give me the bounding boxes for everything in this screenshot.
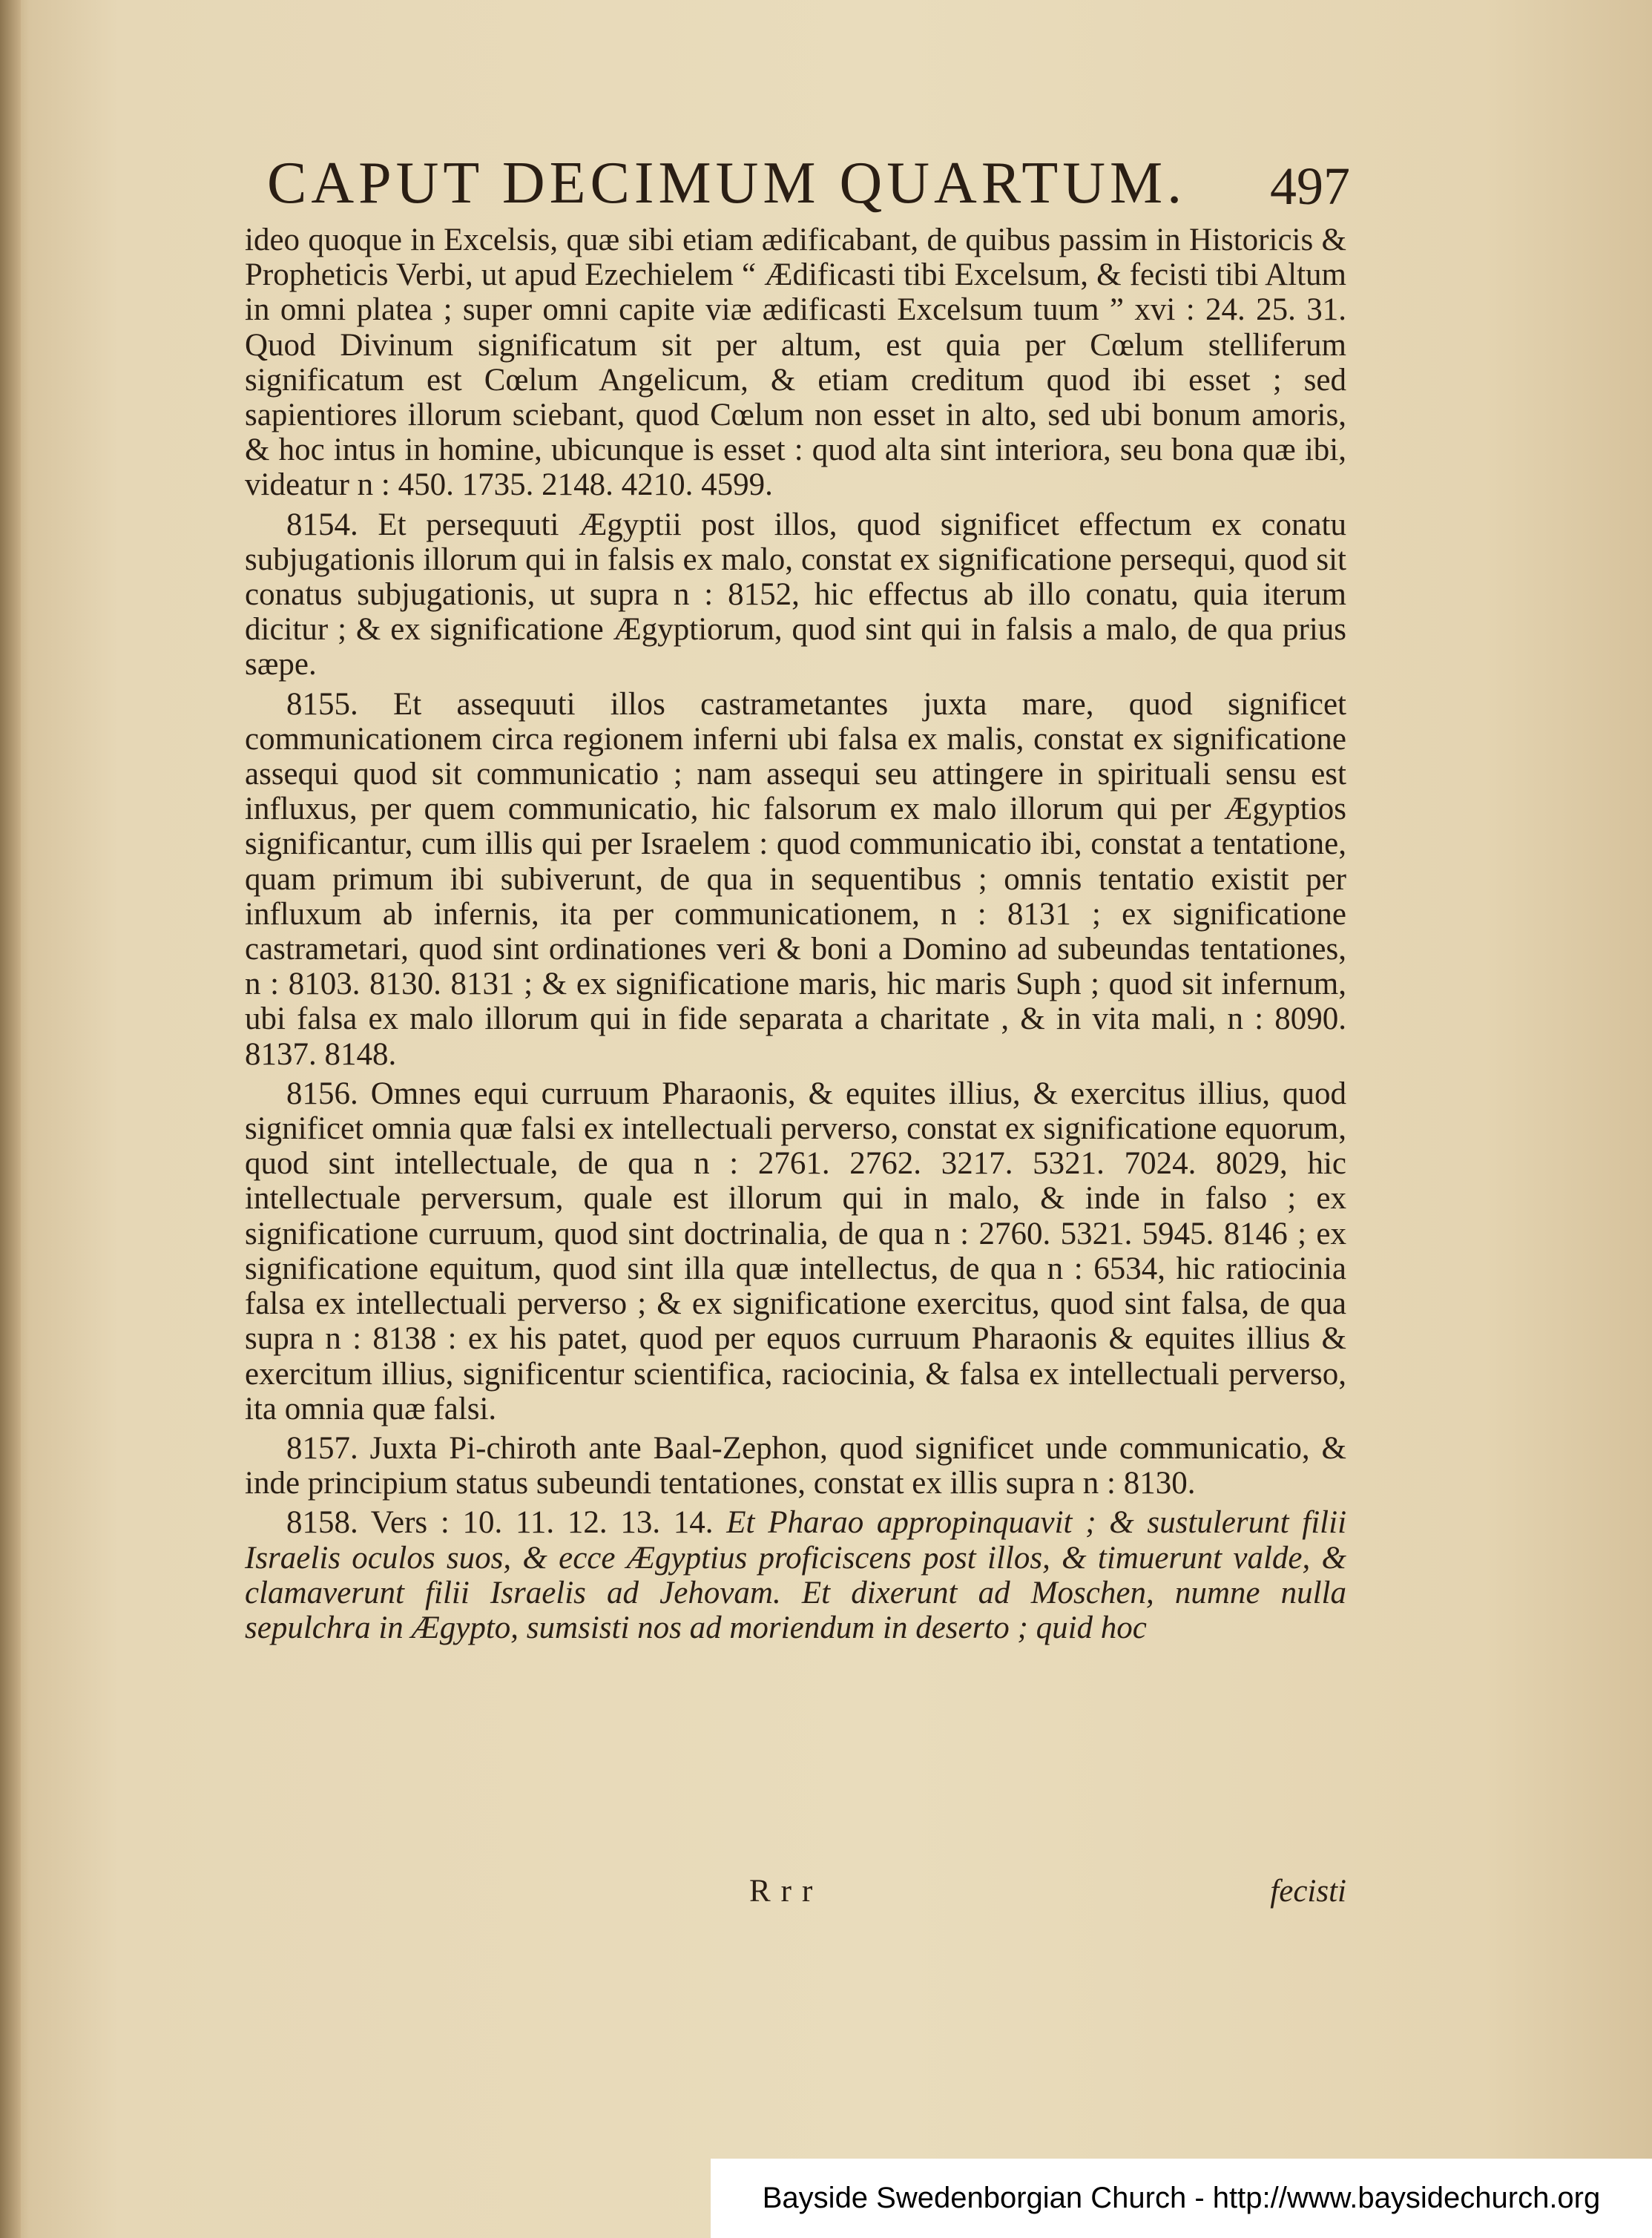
paragraph-8155: 8155. Et assequuti illos castrametantes juxta mare, quod significet communicationem circa regionem inferni ubi falsa ex malis, constat ex significatione assequi quod sit communicatio ; nam assequi seu attingere in spirituali sensu est influxus, per quem communicatio, hic falsorum ex malo illorum qui per Ægyptios significantur, cum illis qui per Israelem : quod communicatio ibi, constat a tentatione, quam primum ibi subiverunt, de qua in sequentibus ; omnis tentatio existit per influxum ab infernis, ita per communicationem, n : 8131 ; ex significatione castrametari, quod sint ordinationes veri & boni a Domino ad subeundas tentationes, n : 8103. 8130. 8131 ; & ex significatione maris, hic maris Suph ; quod sit infernum, ubi falsa ex malo illorum qui in fide separata a charitate , & in vita mali, n : 8090. 8137. 8148. bbox=[245, 686, 1346, 1072]
paragraph-8158 bbox=[245, 1505, 1346, 1645]
paragraph-8156: 8156. Omnes equi curruum Pharaonis, & equites illius, & exercitus illius, quod significet omnia quæ falsi ex intellectuali perverso, constat ex significatione equorum, quod sint intellectuale, de qua n : 2761. 2762. 3217. 5321. 7024. 8029, hic intellectuale perversum, quale est illorum qui in malo, & inde in falso ; ex significatione curruum, quod sint doctrinalia, de qua n : 2760. 5321. 5945. 8146 ; ex significatione equitum, quod sint illa quæ intellectus, de qua n : 6534, hic ratiocinia falsa ex intellectuali perverso ; & ex significatione exercitus, quod sint falsa, de qua supra n : 8138 : ex his patet, quod per equos curruum Pharaonis & equites illius & exercitum illius, significentur scientifica, raciocinia, & falsa ex intellectuali perverso, ita omnia quæ falsi. bbox=[245, 1076, 1346, 1426]
page-number: 497 bbox=[1270, 157, 1350, 216]
paragraph-continuation: ideo quoque in Excelsis, quæ sibi etiam ædificabant, de quibus passim in Historicis & Propheticis Verbi, ut apud Ezechielem “ Ædificasti tibi Excelsum, & fecisti tibi Altum in omni platea ; super omni capite viæ ædificasti Excelsum tuum ” xvi : 24. 25. 31. Quod Divinum significatum sit per altum, est quia per Cœlum stelliferum significatum est Cœlum Angelicum, & etiam creditum quod ibi esset ; sed sapientiores illorum sciebant, quod Cœlum non esset in alto, sed ubi bonum amoris, & hoc intus in homine, ubicunque is esset : quod alta sint interiora, seu bona quæ ibi, videatur n : 450. 1735. 2148. 4210. 4599. bbox=[245, 223, 1346, 503]
page-header bbox=[267, 142, 1350, 224]
running-title: CAPUT DECIMUM QUARTUM. bbox=[267, 151, 1187, 216]
paragraph-8157: 8157. Juxta Pi-chiroth ante Baal-Zephon, quod significet unde communicatio, & inde principium status subeundi tentationes, constat ex illis supra n : 8130. bbox=[245, 1430, 1346, 1501]
watermark-caption: Bayside Swedenborgian Church - http://www.baysidechurch.org bbox=[711, 2159, 1652, 2238]
paragraph-8154: 8154. Et persequuti Ægyptii post illos, quod significet effectum ex conatu subjugationis illorum qui in falsis ex malo, constat ex significatione persequi, quod sit conatus subjugationis, ut supra n : 8152, hic effectus ab illo conatu, quia iterum dicitur ; & ex significatione Ægyptiorum, quod sint qui in falsis a malo, de qua prius sæpe. bbox=[245, 507, 1346, 682]
verse-text: Et Pharao appropinquavit ; & sustulerunt filii Israelis oculos suos, & ecce Ægyptius proficiscens post illos, & timuerunt valde, & clamaverunt filii Israelis ad Jehovam. Et dixerunt ad Moschen, numne nulla sepulchra in Ægypto, sumsisti nos ad moriendum in deserto ; quid hoc bbox=[245, 1505, 1347, 1645]
page-gutter-shadow bbox=[0, 0, 21, 2238]
verse-reference: 8158. Vers : 10. 11. 12. 13. 14. bbox=[286, 1505, 714, 1541]
body-text bbox=[245, 223, 1346, 1650]
page-footer bbox=[245, 1869, 1346, 1914]
signature-mark: Rrr bbox=[749, 1874, 823, 1909]
catchword: fecisti bbox=[1270, 1874, 1346, 1909]
